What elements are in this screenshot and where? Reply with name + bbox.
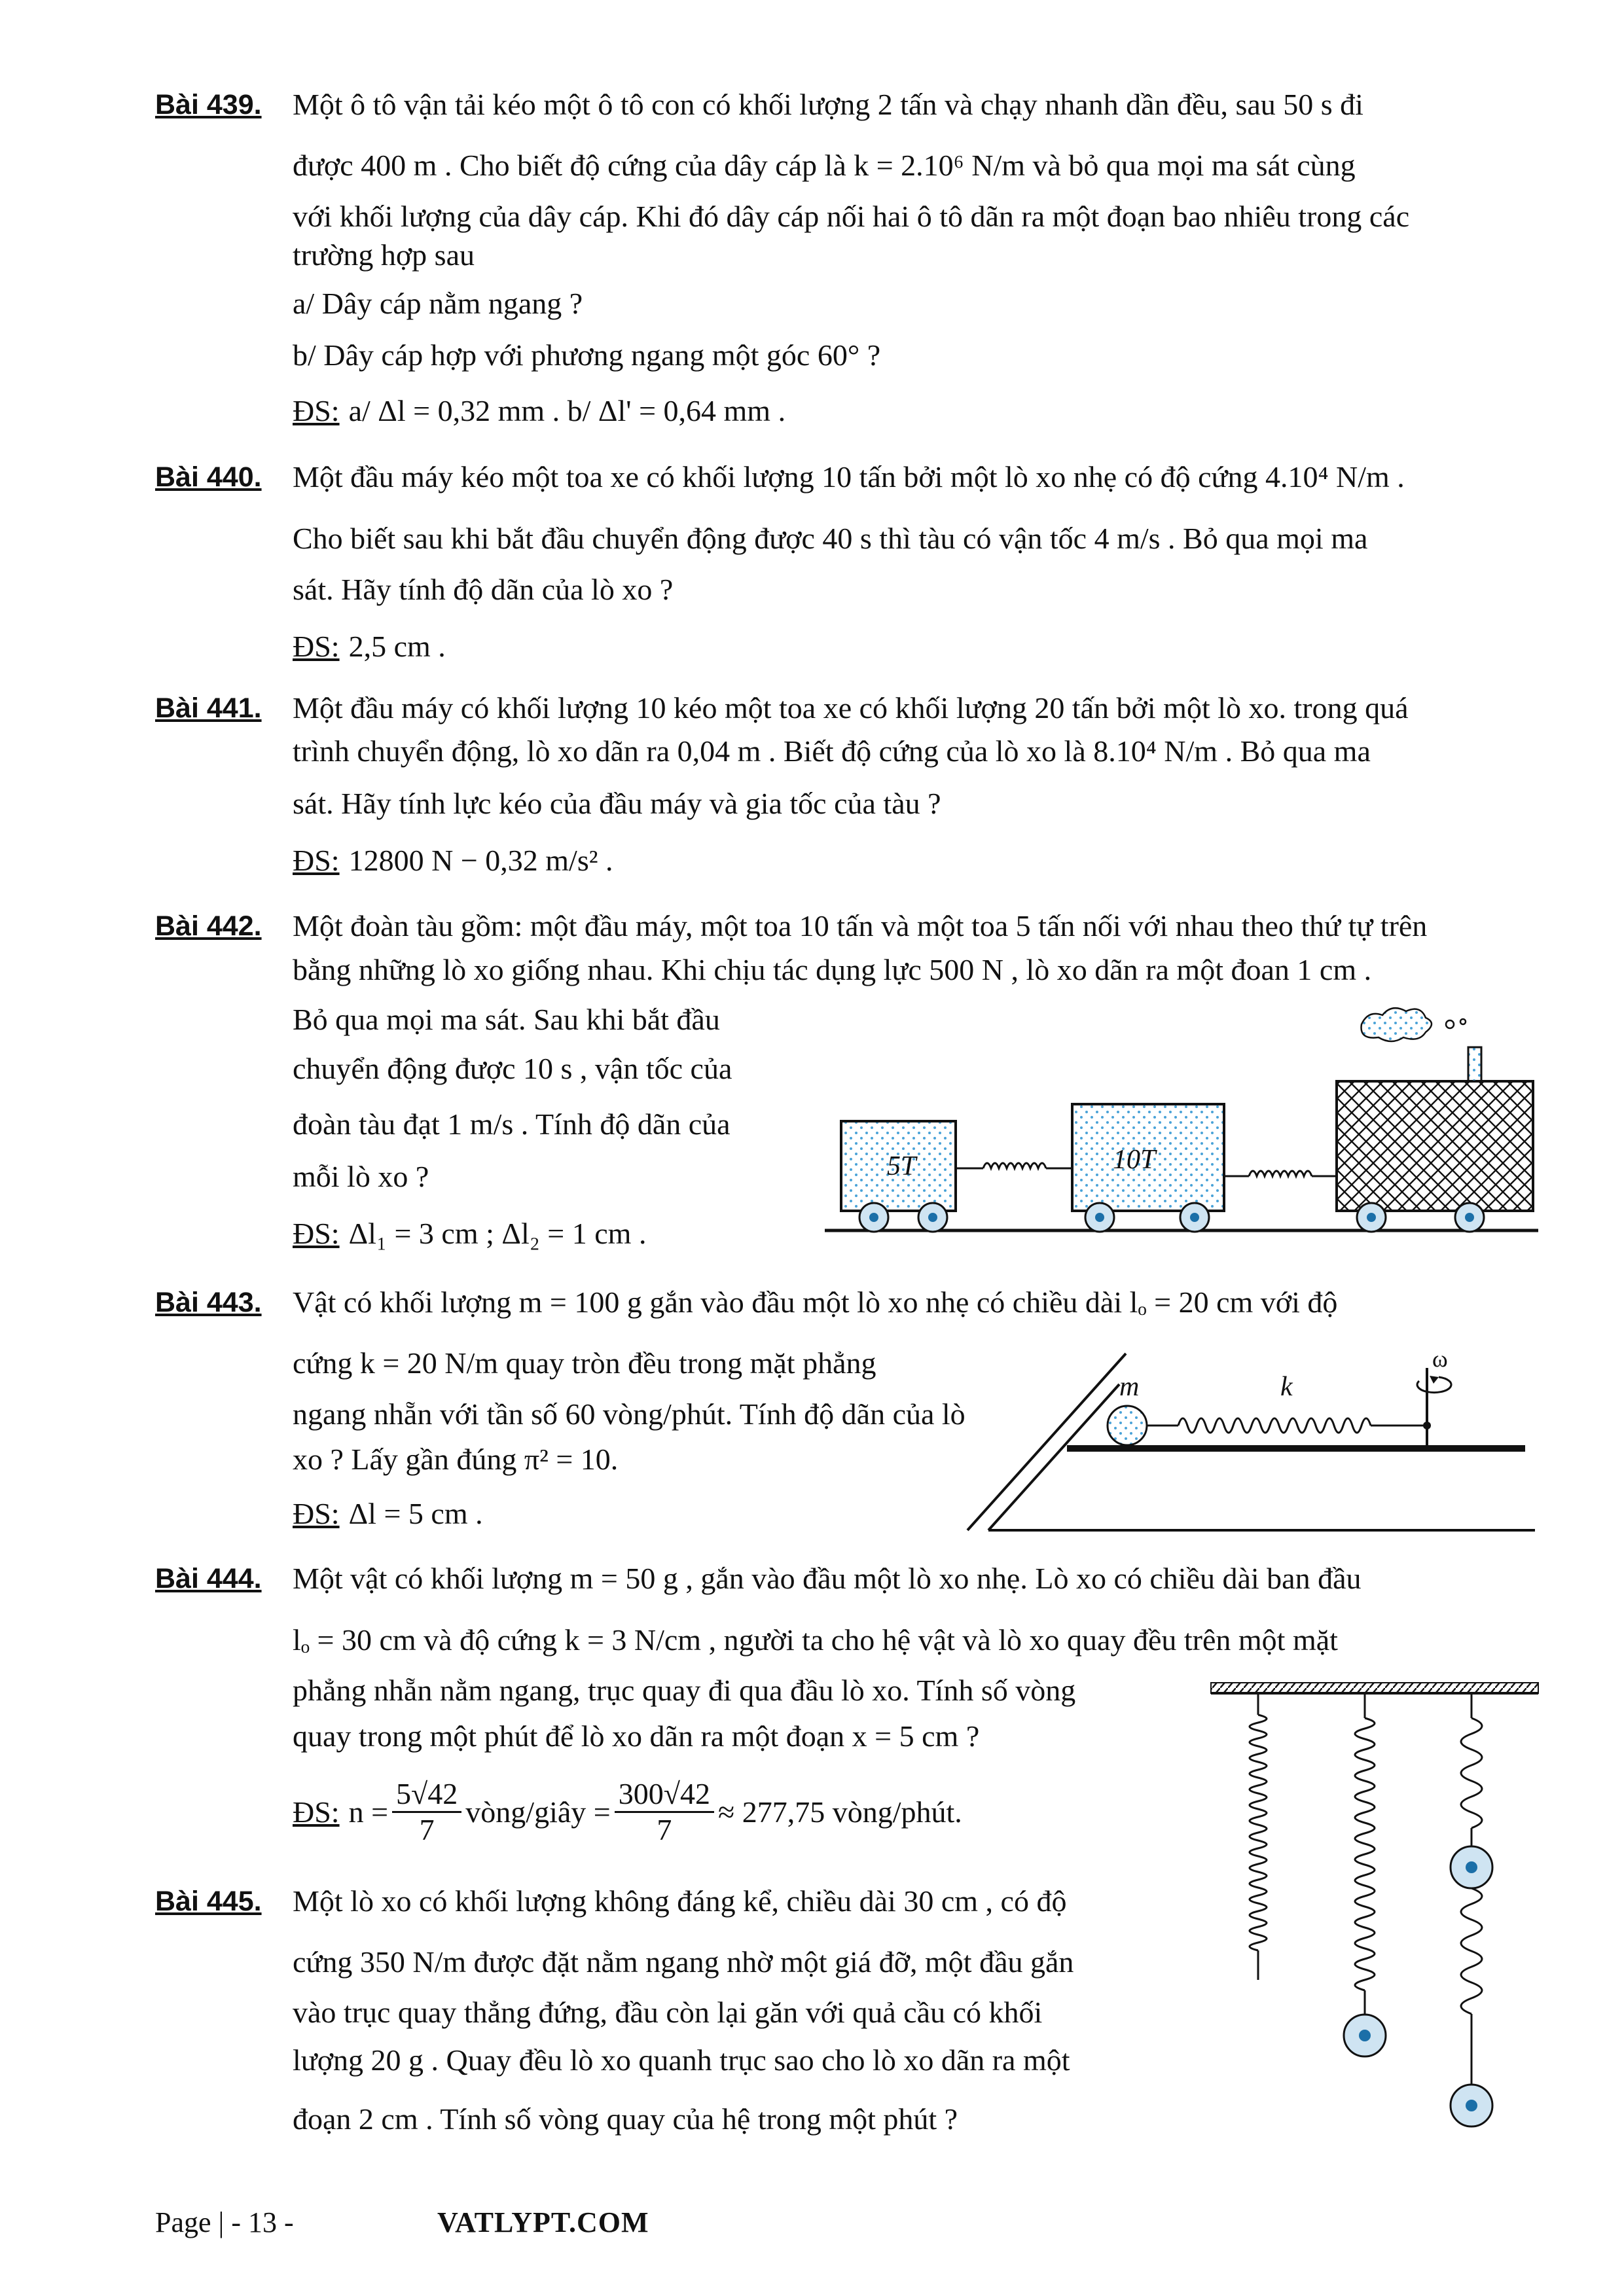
answer-value: Δl₁ = 3 cm ; Δl₂ = 1 cm . [348,1217,647,1250]
locomotive [1337,1081,1533,1211]
answer-line [293,393,785,429]
problem-text: lₒ = 30 cm và độ cứng k = 3 N/cm , người ta cho hệ vật và lò xo quay đều trên một mặt [293,1623,1338,1657]
answer-line [293,628,446,665]
problem-text: trình chuyển động, lò xo dãn ra 0,04 m . Biết độ cứng của lò xo là 8.10⁴ N/m . Bỏ qua ma [293,734,1371,768]
problem-text: Một đoàn tàu gồm: một đầu máy, một toa 10 tấn và một toa 5 tấn nối với nhau theo thứ tự trên [293,909,1428,942]
problem-text: sát. Hãy tính lực kéo của đầu máy và gia tốc của tàu ? [293,787,941,820]
problem-text: sát. Hãy tính độ dãn của lò xo ? [293,573,674,606]
problem-text: xo ? Lấy gần đúng π² = 10. [293,1443,619,1476]
smoke-puff [1446,1020,1454,1028]
spring-label: k [1280,1372,1293,1402]
fraction [615,1777,714,1847]
mass-label: m [1119,1372,1140,1402]
problem-text: Bỏ qua mọi ma sát. Sau khi bắt đầu [293,1003,720,1036]
answer-line [293,1215,646,1252]
hanging-springs-figure [1204,1679,1545,2134]
spring-2 [1224,1171,1337,1176]
fraction [392,1777,461,1847]
problem-label: Bài 441. [155,692,262,724]
answer-line [293,842,613,879]
problem-text: cứng 350 N/m được đặt nằm ngang nhờ một giá đỡ, một đầu gắn [293,1945,1074,1979]
table-surface [1067,1445,1525,1452]
answer-line [293,1777,962,1847]
answer-value: 12800 N − 0,32 m/s² . [348,844,613,877]
ceiling [1211,1683,1538,1693]
problem-text: bằng những lò xo giống nhau. Khi chịu tác dụng lực 500 N , lò xo dãn ra một đoan 1 cm . [293,953,1372,986]
answer-lhs: n = [348,1795,389,1829]
problem-text: đoàn tàu đạt 1 m/s . Tính độ dãn của [293,1107,731,1141]
answer-label: ĐS: [293,1795,340,1829]
answer-line [293,1496,483,1532]
car-5t-label: 5T [887,1151,916,1181]
problem-text: Cho biết sau khi bắt đầu chuyển động được 40 s thì tàu có vận tốc 4 m/s . Bỏ qua mọi ma [293,522,1368,555]
smoke-cloud [1362,1008,1432,1041]
problem-text: mỗi lò xo ? [293,1160,429,1193]
problem-text: trường hợp sau [293,238,475,272]
axis-pivot [1423,1422,1431,1429]
answer-value: Δl = 5 cm . [348,1497,483,1530]
problem-label: Bài 440. [155,461,262,493]
problem-label: Bài 444. [155,1563,262,1594]
omega-label: ω [1432,1346,1448,1372]
problem-text: vào trục quay thẳng đứng, đầu còn lại găn với quả cầu có khối [293,1996,1043,2029]
problem-text: được 400 m . Cho biết độ cứng của dây cáp là k = 2.10⁶ N/m và bỏ qua mọi ma sát cùng [293,149,1356,182]
answer-label: ĐS: [293,394,340,427]
fraction-numerator: 300√42 [615,1777,714,1813]
hanging-spring-1 [1250,1693,1267,1980]
answer-label: ĐS: [293,844,340,877]
answer-value: a/ Δl = 0,32 mm . b/ Δl' = 0,64 mm . [348,394,786,427]
problem-text: Một vật có khối lượng m = 50 g , gắn vào đầu một lò xo nhẹ. Lò xo có chiều dài ban đầu [293,1562,1362,1595]
problem-label: Bài 445. [155,1886,262,1917]
site-brand: VATLYPT.COM [437,2206,649,2238]
page-number: Page | - 13 - [155,2206,294,2238]
incline-line [988,1384,1119,1530]
answer-label: ĐS: [293,1497,340,1530]
train-figure [812,1005,1551,1250]
mass-ball [1108,1406,1147,1445]
problem-text: quay trong một phút để lò xo dãn ra một đoạn x = 5 cm ? [293,1719,980,1753]
problem-text: Vật có khối lượng m = 100 g gắn vào đầu một lò xo nhẹ có chiều dài lₒ = 20 cm với độ [293,1285,1338,1319]
problem-text: a/ Dây cáp nằm ngang ? [293,287,583,320]
problem-text: chuyển động được 10 s , vận tốc của [293,1052,732,1085]
problem-label: Bài 439. [155,89,262,120]
incline-line [967,1354,1126,1530]
answer-label: ĐS: [293,630,340,663]
problem-text: với khối lượng của dây cáp. Khi đó dây cáp nối hai ô tô dãn ra một đoạn bao nhiêu trong các [293,200,1410,233]
answer-label: ĐS: [293,1217,340,1250]
problem-text: b/ Dây cáp hợp với phương ngang một góc 60° ? [293,338,881,372]
problem-label: Bài 442. [155,910,262,942]
arrow-head [1430,1376,1439,1384]
answer-mid: vòng/giây = [465,1795,611,1829]
problem-text: Một đầu máy kéo một toa xe có khối lượng 10 tấn bởi một lò xo nhẹ có độ cứng 4.10⁴ N/m . [293,460,1405,493]
problem-text: cứng k = 20 N/m quay tròn đều trong mặt phẳng [293,1346,876,1380]
spring-1 [956,1163,1072,1168]
rotating-spring-figure [956,1342,1538,1541]
fraction-denominator: 7 [419,1813,435,1846]
smoke-puff [1460,1019,1466,1024]
chimney [1468,1047,1481,1081]
problem-label: Bài 443. [155,1287,262,1318]
problem-text: đoạn 2 cm . Tính số vòng quay của hệ trong một phút ? [293,2102,958,2136]
answer-tail: ≈ 277,75 vòng/phút. [717,1795,962,1829]
problem-text: Một ô tô vận tải kéo một ô tô con có khối lượng 2 tấn và chạy nhanh dần đều, sau 50 s đi [293,88,1363,121]
fraction-numerator: 5√42 [392,1777,461,1813]
problem-text: ngang nhẵn với tần số 60 vòng/phút. Tính độ dãn của lò [293,1397,965,1431]
rotor-spring [1147,1418,1427,1433]
answer-value: 2,5 cm . [348,630,446,663]
hanging-spring-2 [1355,1693,1375,2014]
problem-text: lượng 20 g . Quay đều lò xo quanh trục sao cho lò xo dãn ra một [293,2043,1070,2077]
problem-text: Một lò xo có khối lượng không đáng kể, chiều dài 30 cm , có độ [293,1884,1067,1918]
car-10t-label: 10T [1113,1145,1156,1175]
fraction-denominator: 7 [657,1813,672,1846]
problem-text: Một đầu máy có khối lượng 10 kéo một toa xe có khối lượng 20 tấn bởi một lò xo. trong quá [293,691,1409,725]
problem-text: phẳng nhẵn nằm ngang, trục quay đi qua đầu lò xo. Tính số vòng [293,1674,1076,1707]
